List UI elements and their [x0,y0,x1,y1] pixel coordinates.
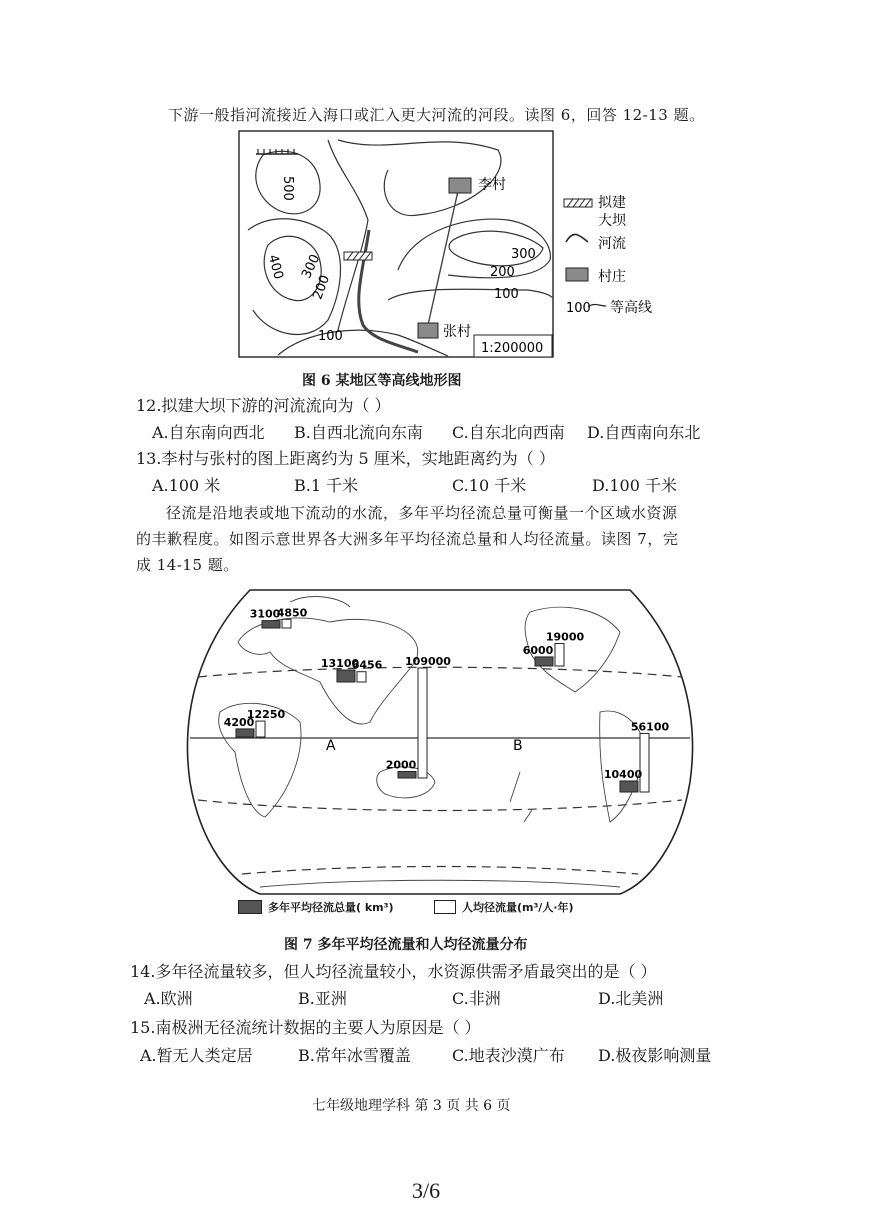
paragraph-line-3: 成 14-15 题。 [136,556,239,574]
paragraph-line-2: 的丰歉程度。如图示意世界各大洲多年平均径流总量和人均径流量。读图 7，完 [136,530,679,548]
question-14-option-b[interactable]: B.亚洲 [298,989,347,1008]
dam-legend-label-2: 大坝 [598,213,626,229]
contour-label-500: 500 [280,176,295,201]
ocean-label-a: A [326,738,336,754]
page-footer: 七年级地理学科 第 3 页 共 6 页 [312,1098,511,1114]
figure-6-caption: 图 6 某地区等高线地形图 [302,373,462,389]
question-15-option-b[interactable]: B.常年冰雪覆盖 [298,1046,411,1065]
question-15-option-a[interactable]: A.暂无人类定居 [140,1046,253,1065]
total-runoff-value: 6000 [522,643,554,657]
contour-label-400: 400 [264,253,286,281]
contour-label-300-east: 300 [511,247,536,262]
total-runoff-value: 10400 [603,767,643,781]
village-marker-north [449,178,471,193]
contour-label-200: 200 [310,273,334,302]
per-capita-runoff-bar [555,644,564,666]
river-legend-label: 河流 [598,236,626,252]
per-capita-legend-label: 人均径流量(m³/人·年) [462,901,574,914]
per-capita-runoff-value: 109000 [405,655,451,668]
total-runoff-value: 2000 [385,758,417,772]
question-12-option-b[interactable]: B.自西北流向东南 [294,423,423,442]
question-12-option-a[interactable]: A.自东南向西北 [152,423,265,442]
question-15-option-d[interactable]: D.极夜影响测量 [598,1046,712,1065]
total-runoff-legend-label: 多年平均径流总量( km³) [268,901,394,914]
question-14-stem: 14.多年径流量较多，但人均径流量较小，水资源供需矛盾最突出的是（ ） [130,962,657,981]
village-label-south: 张村 [443,324,471,340]
question-15-option-c[interactable]: C.地表沙漠广布 [452,1046,565,1065]
per-capita-runoff-bar [256,721,265,737]
total-runoff-bar [398,771,416,778]
question-14-option-a[interactable]: A.欧洲 [144,989,193,1008]
question-12-option-d[interactable]: D.自西南向东北 [587,423,701,442]
per-capita-runoff-value: 6456 [351,658,383,672]
total-runoff-bar [337,670,355,682]
page-number: 3/6 [412,1178,441,1203]
world-runoff-map [180,582,700,922]
paragraph-line-1: 径流是沿地表或地下流动的水流，多年平均径流总量可衡量一个区域水资源 [166,504,678,522]
river-legend-icon [566,234,588,242]
dam-legend-label-1: 拟建 [598,195,626,211]
contour-label-200-east: 200 [490,265,515,280]
total-runoff-value: 13100 [320,657,360,670]
contour-legend-label: 等高线 [610,300,652,316]
contour-label-100-south: 100 [318,329,343,344]
contour-legend-value: 100 [566,301,591,316]
question-15-stem: 15.南极洲无径流统计数据的主要人为原因是（ ） [130,1018,481,1037]
per-capita-runoff-value: 56100 [630,720,670,734]
question-14-option-c[interactable]: C.非洲 [452,989,501,1008]
question-13-option-c[interactable]: C.10 千米 [452,476,527,495]
per-capita-runoff-value: 19000 [545,630,585,644]
question-12-stem: 12.拟建大坝下游的河流流向为（ ） [136,396,391,415]
per-capita-runoff-bar [418,668,427,778]
village-legend-label: 村庄 [598,269,626,285]
per-capita-runoff-bar [282,619,291,628]
contour-map [238,130,663,362]
contour-label-300: 300 [299,252,324,282]
total-runoff-value: 3100 [249,607,281,621]
question-13-option-d[interactable]: D.100 千米 [592,476,677,495]
per-capita-runoff-value: 12250 [246,708,286,722]
per-capita-runoff-bar [357,672,366,682]
contour-label-100-east: 100 [494,287,519,302]
village-legend-icon [566,268,588,281]
ocean-label-b: B [513,738,523,754]
total-runoff-bar [535,657,553,666]
question-14-option-d[interactable]: D.北美洲 [598,989,664,1008]
per-capita-runoff-value: 4850 [276,606,308,620]
question-13-option-a[interactable]: A.100 米 [152,476,221,495]
question-12-option-c[interactable]: C.自东北向西南 [452,423,565,442]
per-capita-runoff-bar [640,733,649,792]
figure-7-caption: 图 7 多年平均径流量和人均径流量分布 [284,937,528,953]
per-capita-legend-swatch [434,900,456,914]
total-runoff-bar [620,781,638,792]
total-runoff-legend-swatch [238,900,262,914]
total-runoff-bar [262,621,280,628]
intro-text: 下游一般指河流接近入海口或汇入更大河流的河段。读图 6，回答 12-13 题。 [168,106,705,124]
question-13-stem: 13.李村与张村的图上距离约为 5 厘米，实地距离约为（ ） [136,449,555,468]
village-label-north: 李村 [478,177,506,193]
total-runoff-value: 4200 [223,715,255,729]
village-marker-south [418,323,438,338]
question-13-option-b[interactable]: B.1 千米 [294,476,359,495]
map-scale: 1:200000 [481,341,544,356]
total-runoff-bar [236,729,254,737]
